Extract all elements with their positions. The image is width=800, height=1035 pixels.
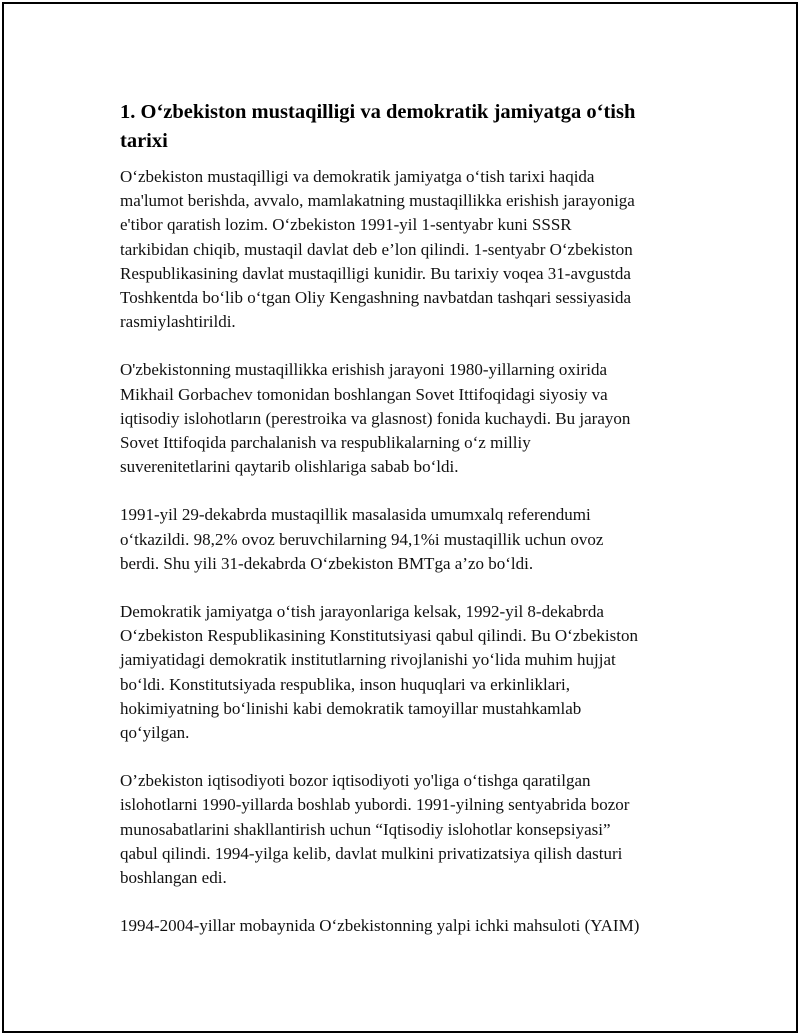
- paragraph-6: [120, 914, 692, 938]
- text-line: O'zbekistonning mustaqillikka erishish jarayoni 1980-yillarning oxirida: [120, 360, 608, 380]
- text-line: suverenitetlarini qaytarib olishlariga sabab bo‘ldi.: [120, 457, 459, 477]
- paragraph-2: [120, 358, 692, 479]
- paragraph-1: [120, 165, 692, 334]
- paragraph-3: [120, 503, 692, 576]
- text-line: O‘zbekiston mustaqilligi va demokratik jamiyatga o‘tish tarixi haqida: [120, 167, 595, 186]
- text-line: munosabatlarini shakllantirish uchun “Iqtisodiy islohotlar konsepsiyasi”: [120, 819, 611, 839]
- text-line: 1994-2004-yillar mobaynida O‘zbekistonning yalpi ichki mahsuloti (YAIM): [120, 916, 640, 936]
- text-line: islohotlarni 1990-yillarda boshlab yubordi. 1991-yilning sentyabrida bozor: [120, 795, 630, 815]
- text-line: Sovet Ittifoqida parchalanish va respublikalarning o‘z milliy: [120, 433, 531, 453]
- text-line: iqtisodiy islohotların (perestroika va glasnost) fonida kuchaydi. Bu jarayon: [120, 408, 631, 428]
- text-line: O’zbekiston iqtisodiyoti bozor iqtisodiyoti yo'liga o‘tishga qaratilgan: [120, 771, 591, 791]
- text-line: qo‘yilgan.: [120, 723, 190, 743]
- page-frame: [2, 2, 798, 1033]
- text-line: o‘tkazildi. 98,2% ovoz beruvchilarning 94,1%i mustaqillik uchun ovoz: [120, 529, 604, 549]
- document-body: [120, 98, 692, 962]
- title-line: tarixi: [120, 130, 168, 152]
- text-line: hokimiyatning bo‘linishi kabi demokratik tamoyillar mustahkamlab: [120, 698, 582, 718]
- text-line: O‘zbekiston Respublikasining Konstitutsiyasi qabul qilindi. Bu O‘zbekiston: [120, 626, 638, 646]
- text-line: Respublikasining davlat mustaqilligi kunidir. Bu tarixiy voqea 31-avgustda: [120, 263, 631, 283]
- title-line: 1. O‘zbekiston mustaqilligi va demokratik jamiyatga o‘tish: [120, 101, 636, 123]
- section-title: [120, 98, 692, 156]
- text-line: jamiyatidagi demokratik institutlarning rivojlanishi yo‘lida muhim hujjat: [120, 650, 616, 670]
- text-line: qabul qilindi. 1994-yilga kelib, davlat mulkini privatizatsiya qilish dasturi: [120, 843, 623, 863]
- text-line: e'tibor qaratish lozim. O‘zbekiston 1991-yil 1-sentyabr kuni SSSR: [120, 215, 572, 235]
- text-line: boshlangan edi.: [120, 868, 227, 888]
- text-line: 1991-yil 29-dekabrda mustaqillik masalasida umumxalq referendumi: [120, 505, 591, 525]
- text-line: Toshkentda bo‘lib o‘tgan Oliy Kengashning navbatdan tashqari sessiyasida: [120, 288, 632, 308]
- paragraph-5: [120, 769, 692, 890]
- text-line: Demokratik jamiyatga o‘tish jarayonlariga kelsak, 1992-yil 8-dekabrda: [120, 602, 604, 622]
- text-line: ma'lumot berishda, avvalo, mamlakatning mustaqillikka erishish jarayoniga: [120, 191, 635, 211]
- text-line: tarkibidan chiqib, mustaqil davlat deb e’lon qilindi. 1-sentyabr O‘zbekiston: [120, 239, 633, 259]
- paragraph-4: [120, 600, 692, 745]
- text-line: berdi. Shu yili 31-dekabrda O‘zbekiston BMTga a’zo bo‘ldi.: [120, 553, 534, 573]
- text-line: Mikhail Gorbachev tomonidan boshlangan Sovet Ittifoqidagi siyosiy va: [120, 384, 608, 404]
- text-line: bo‘ldi. Konstitutsiyada respublika, inson huquqlari va erkinliklari,: [120, 674, 570, 694]
- text-line: rasmiylashtirildi.: [120, 312, 236, 332]
